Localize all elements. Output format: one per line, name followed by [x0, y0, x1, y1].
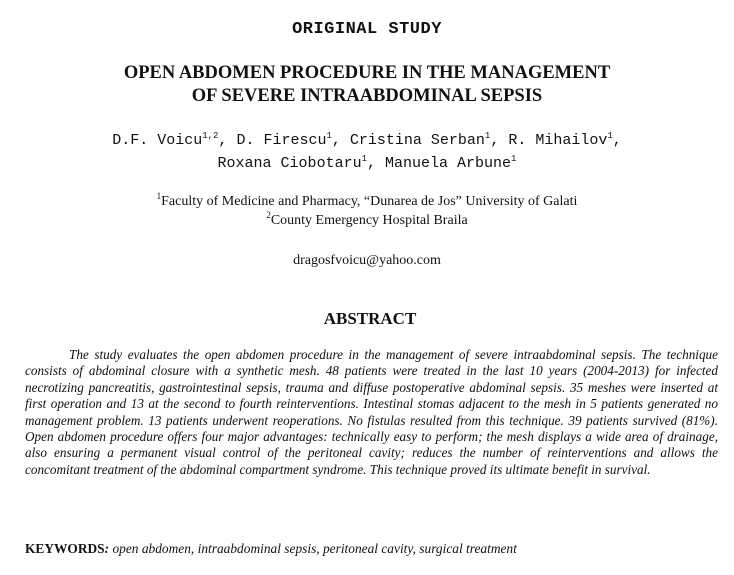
abstract-heading: ABSTRACT: [323, 309, 417, 328]
author-line-1: [0, 129, 734, 152]
keywords-label: KEYWORDS: [25, 541, 105, 556]
author-name: Cristina Serban: [349, 132, 485, 149]
author-list: [0, 129, 734, 175]
author-affiliation-mark: 1: [607, 131, 613, 141]
author-affiliation-mark: 1: [361, 154, 367, 164]
abstract-body: The study evaluates the open abdomen procedure in the management of severe intraabdominal sepsis. The technique consists of abdominal closure with a synthetic mesh. 48 patients were treated in the last 10 years (2004-2013) for infected necrotizing pancreatitis, gastrointestinal sepsis, trauma and diffuse postoperative abdominal sepsis. 35 meshes were inserted at first operation and 13 at the second to fourth reinterventions. Intestinal stomas adjacent to the mesh in 5 patients generated no management problem. 13 patients underwent reoperations. No fistulas resulted from this technique. 39 patients survived (81%). Open abdomen procedure offers four major advantages: technically easy to perform; the mesh displays a wide area of drainage, also ensuring a permanent visual control of the peritoneal cavity; reduces the number of reinterventions and allows the concomitant treatment of the abdominal compartment syndrome. This technique proved its ultimate benefit in survival.: [25, 347, 718, 477]
author-separator: ,: [218, 132, 237, 149]
author-name: Manuela Arbune: [385, 155, 512, 172]
paper-title: [0, 62, 734, 108]
author-name: R. Mihailov: [508, 132, 608, 149]
author-separator: ,: [366, 155, 385, 172]
author-affiliation-mark: 1: [511, 154, 517, 164]
author-separator: ,: [612, 132, 622, 149]
section-label: ORIGINAL STUDY: [292, 20, 442, 39]
paper-title-line-1: OPEN ABDOMEN PROCEDURE IN THE MANAGEMENT: [123, 63, 611, 83]
keywords: [25, 541, 718, 557]
keywords-list: open abdomen, intraabdominal sepsis, peritoneal cavity, surgical treatment: [112, 541, 517, 556]
affiliation-1: [0, 191, 734, 210]
author-separator: ,: [331, 132, 350, 149]
author-separator: ,: [490, 132, 509, 149]
keywords-colon: :: [104, 541, 110, 556]
author-line-2: [0, 152, 734, 175]
affiliation-text: County Emergency Hospital Braila: [270, 213, 468, 228]
affiliation-mark: 1: [156, 191, 162, 201]
author-affiliation-mark: 1,2: [202, 131, 219, 141]
author-name: D. Firescu: [236, 132, 327, 149]
author-affiliation-mark: 1: [326, 131, 332, 141]
author-name: D.F. Voicu: [112, 132, 203, 149]
author-affiliation-mark: 1: [484, 131, 491, 141]
affiliation-text: Faculty of Medicine and Pharmacy, “Dunarea de Jos” University of Galati: [161, 194, 578, 209]
author-name: Roxana Ciobotaru: [217, 155, 362, 172]
contact-email: dragosfvoicu@yahoo.com: [293, 253, 441, 268]
affiliation-mark: 2: [266, 210, 271, 220]
affiliation-2: [0, 210, 734, 229]
paper-title-line-2: OF SEVERE INTRAABDOMINAL SEPSIS: [191, 86, 543, 106]
